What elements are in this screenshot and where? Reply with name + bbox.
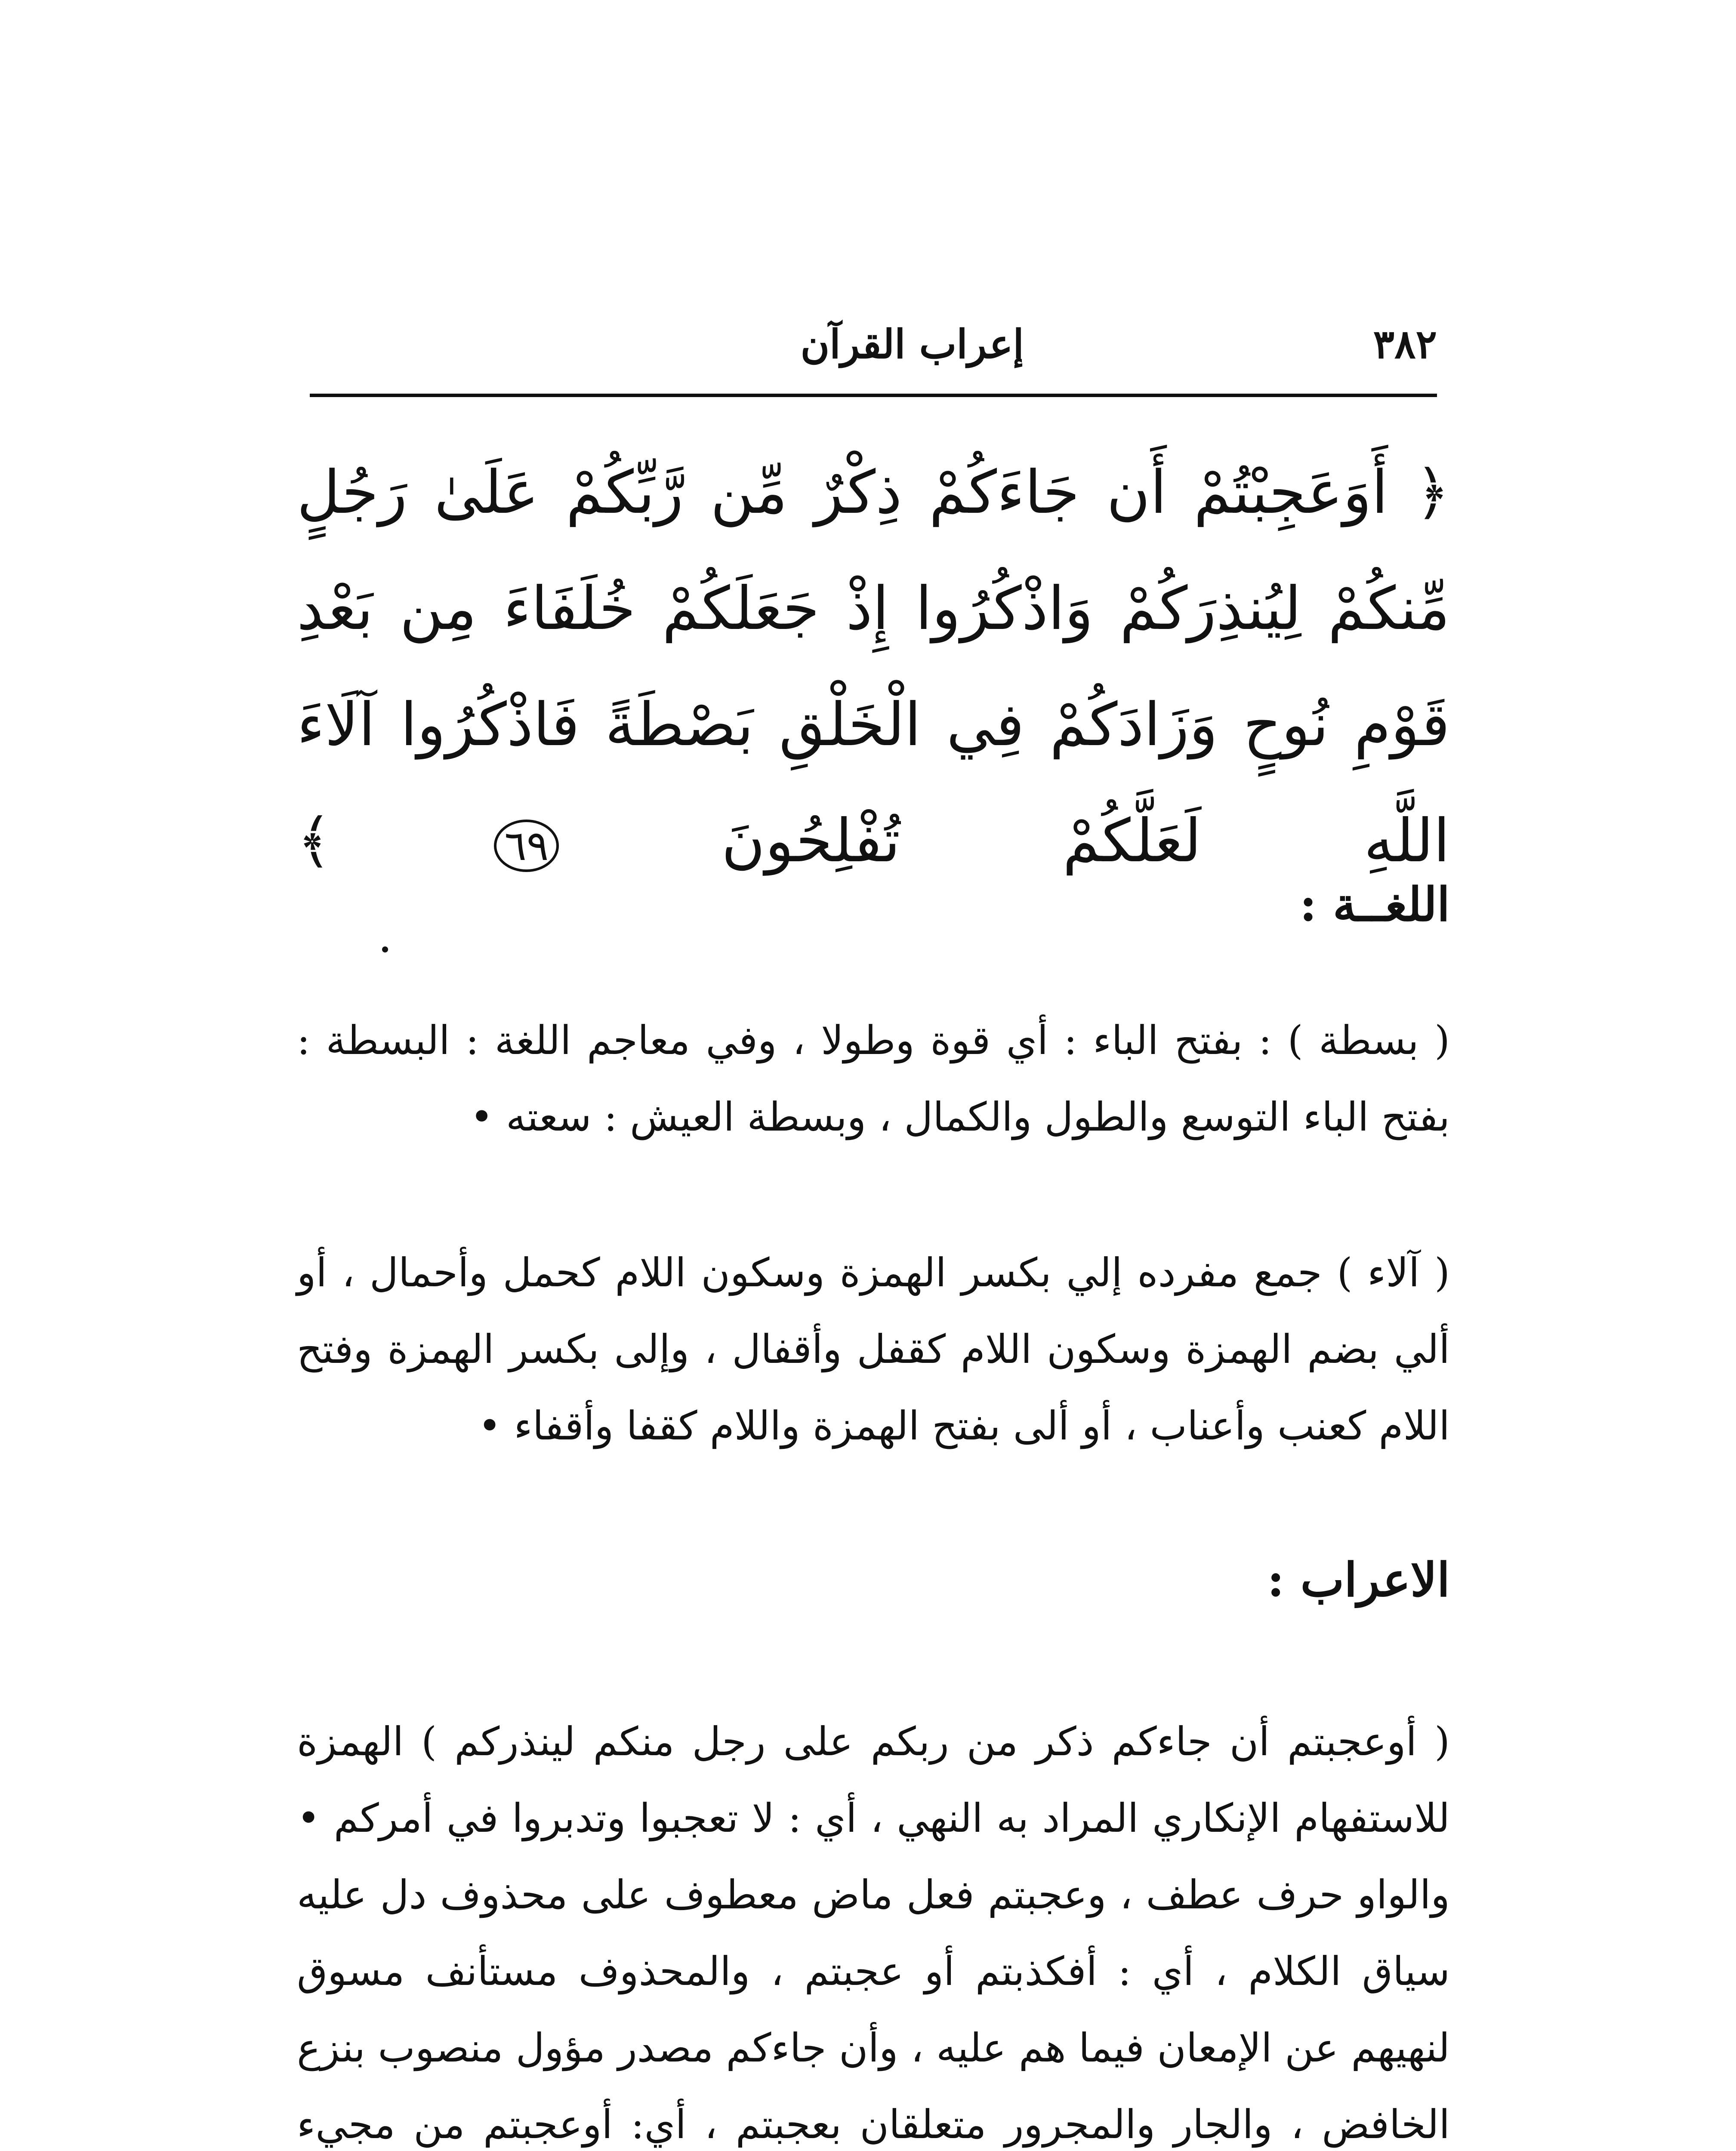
- print-speck: [382, 946, 388, 952]
- section-heading-lugha: اللغــة :: [1299, 878, 1450, 932]
- paragraph-irab: ( أوعجبتم أن جاءكم ذكر من ربكم على رجل منكم لينذركم ) الهمزة للاستفهام الإنكاري المراد به النهي ، أي : لا تعجبوا وتدبروا في أمركم • والواو حرف عطف ، وعجبتم فعل ماض معطوف على محذوف دل عليه سياق الكلام ، أي : أفكذبتم أو عجبتم ، والمحذوف مستأنف مسوق لنهيهم عن الإمعان فيما هم عليه ، وأن جاءكم مصدر مؤول منصوب بنزع الخافض ، والجار والمجرور متعلقان بعجبتم ، أي: أوعجبتم من مجيء: [297, 1719, 1450, 2148]
- quran-verse: [297, 435, 1450, 899]
- verse-close-bracket: ﴾: [297, 806, 332, 875]
- section-heading-irab: الاعراب :: [1267, 1553, 1450, 1607]
- paragraph-bastah: ( بسطة ) : بفتح الباء : أي قوة وطولا ، وفي معاجم اللغة : البسطة : بفتح الباء التوسع والطول والكمال ، وبسطة العيش : سعته •: [297, 1017, 1450, 1140]
- running-title: إعراب القرآن: [800, 321, 1024, 367]
- page-number: ٣٨٢: [1373, 321, 1437, 367]
- header-rule: [310, 394, 1437, 397]
- verse-text: ﴿ أَوَعَجِبْتُمْ أَن جَاءَكُمْ ذِكْرٌ مِّن رَّبِّكُمْ عَلَىٰ رَجُلٍ مِّنكُمْ لِيُنذِرَكُمْ وَاذْكُرُوا إِذْ جَعَلَكُمْ خُلَفَاءَ مِن بَعْدِ قَوْمِ نُوحٍ وَزَادَكُمْ فِي الْخَلْقِ بَصْطَةً فَاذْكُرُوا آلَاءَ اللَّهِ لَعَلَّكُمْ تُفْلِحُونَ: [297, 458, 1450, 875]
- page-header: [301, 318, 1437, 370]
- paragraph-alaa: ( آلاء ) جمع مفرده إلي بكسر الهمزة وسكون اللام كحمل وأحمال ، أو ألي بضم الهمزة وسكون اللام كقفل وأقفال ، وإلى بكسر الهمزة وفتح اللام كعنب وأعناب ، أو ألى بفتح الهمزة واللام كقفا وأقفاء •: [297, 1250, 1450, 1449]
- ayah-number-marker: ٦٩: [494, 820, 559, 872]
